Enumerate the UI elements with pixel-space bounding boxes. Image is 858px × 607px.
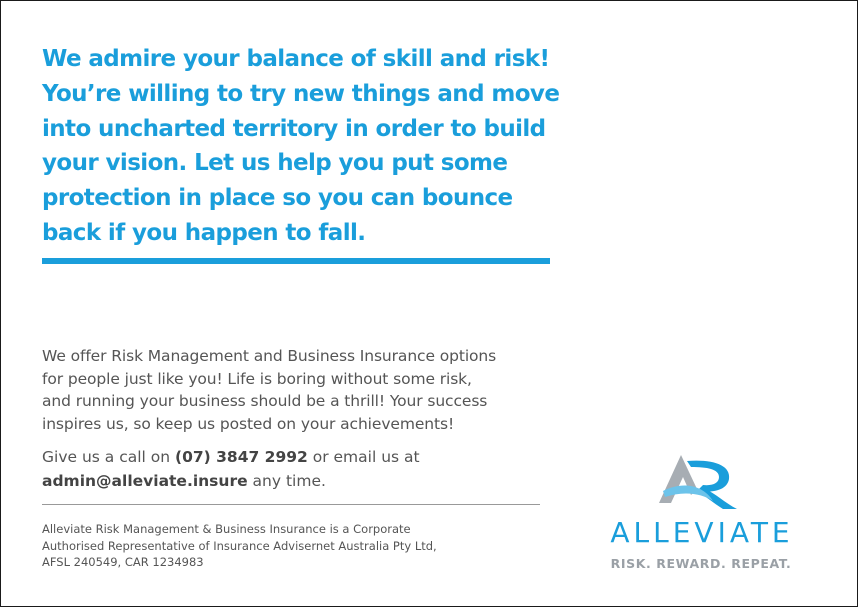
headline-line: You’re willing to try new things and move — [42, 80, 560, 107]
body-line: for people just like you! Life is boring without some risk, — [42, 369, 472, 388]
disclaimer-divider — [42, 504, 540, 505]
alleviate-ar-logo-icon — [651, 451, 743, 517]
body-paragraph — [42, 345, 542, 435]
brand-tagline: RISK. REWARD. REPEAT. — [610, 556, 792, 571]
disclaimer-line: Alleviate Risk Management & Business Insurance is a Corporate — [42, 522, 411, 536]
contact-prefix: Give us a call on — [42, 448, 175, 466]
disclaimer-line: AFSL 240549, CAR 1234983 — [42, 555, 204, 569]
body-line: We offer Risk Management and Business Insurance options — [42, 347, 497, 365]
brand-name: ALLEVIATE — [610, 516, 794, 549]
disclaimer-line: Authorised Representative of Insurance Advisernet Australia Pty Ltd, — [42, 538, 437, 553]
body-line: and running your business should be a thrill! Your success — [42, 392, 488, 410]
headline — [42, 42, 562, 251]
contact-paragraph — [42, 445, 542, 493]
headline-line: protection in place so you can bounce — [42, 185, 513, 212]
headline-divider — [42, 258, 550, 264]
headline-line: into uncharted territory in order to build — [42, 115, 546, 142]
contact-line-email — [42, 469, 542, 493]
email-address[interactable]: admin@alleviate.insure — [42, 472, 248, 490]
contact-suffix: any time. — [247, 472, 326, 490]
headline-line: We admire your balance of skill and risk! — [42, 46, 550, 72]
contact-middle: or email us at — [307, 448, 420, 466]
disclaimer — [42, 521, 542, 571]
phone-number[interactable]: (07) 3847 2992 — [175, 448, 308, 466]
body-line: inspires us, so keep us posted on your achievements! — [42, 414, 455, 433]
headline-line: back if you happen to fall. — [42, 219, 366, 246]
headline-line: your vision. Let us help you put some — [42, 150, 508, 177]
contact-line-phone — [42, 445, 542, 469]
